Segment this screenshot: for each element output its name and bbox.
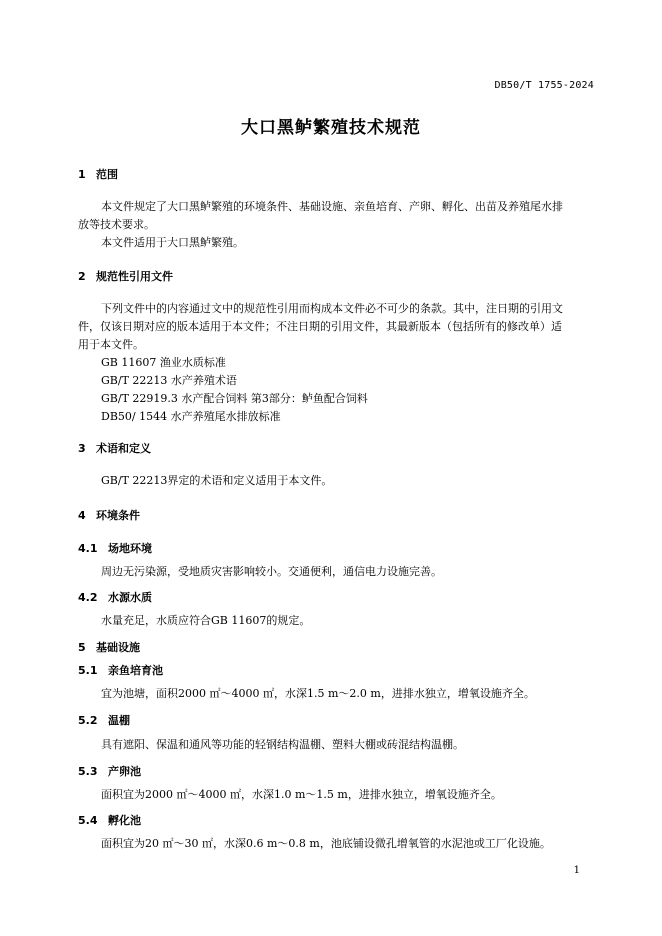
section-2-paragraph-line-3: 用于本文件。 <box>78 338 144 351</box>
section-4-heading <box>78 507 140 523</box>
section-number: 4.1 <box>78 542 98 555</box>
section-number: 5.4 <box>78 814 98 827</box>
section-1-paragraph-1-line-1: 本文件规定了大口黑鲈繁殖的环境条件、基础设施、亲鱼培育、产卵、孵化、出苗及养殖尾水排 <box>101 200 563 213</box>
document-title: 大口黑鲈繁殖技术规范 <box>241 118 421 138</box>
section-number: 5 <box>78 641 86 654</box>
section-title: 亲鱼培育池 <box>108 664 163 677</box>
section-number: 1 <box>78 168 86 181</box>
section-number: 4 <box>78 509 86 522</box>
section-5-3-paragraph: 面积宜为2000 ㎡～4000 ㎡，水深1.0 m～1.5 m，进排水独立，增氧设施齐全。 <box>101 788 502 801</box>
section-5-2-heading <box>78 712 130 728</box>
section-title: 基础设施 <box>96 641 140 654</box>
section-3-paragraph: GB/T 22213界定的术语和定义适用于本文件。 <box>101 474 333 487</box>
section-1-paragraph-2: 本文件适用于大口黑鲈繁殖。 <box>101 236 244 249</box>
section-number: 5.1 <box>78 664 98 677</box>
section-4-2-paragraph: 水量充足，水质应符合GB 11607的规定。 <box>101 614 311 627</box>
section-title: 水源水质 <box>108 591 152 604</box>
section-4-2-heading <box>78 589 152 605</box>
section-title: 环境条件 <box>96 509 140 522</box>
section-number: 5.3 <box>78 765 98 778</box>
section-4-1-heading <box>78 540 152 556</box>
section-title: 产卵池 <box>108 765 141 778</box>
reference-item: GB/T 22919.3 水产配合饲料 第3部分：鲈鱼配合饲料 <box>101 392 368 405</box>
section-5-heading <box>78 639 140 655</box>
section-title: 场地环境 <box>108 542 152 555</box>
section-5-2-paragraph: 具有遮阳、保温和通风等功能的轻钢结构温棚、塑料大棚或砖混结构温棚。 <box>101 738 464 751</box>
section-5-4-heading <box>78 812 141 828</box>
section-title: 孵化池 <box>108 814 141 827</box>
section-number: 2 <box>78 270 86 283</box>
section-2-paragraph-line-2: 件，仅该日期对应的版本适用于本文件；不注日期的引用文件，其最新版本（包括所有的修改单）适 <box>78 320 562 333</box>
page-number: 1 <box>573 865 580 876</box>
section-2-heading <box>78 268 173 284</box>
section-3-heading <box>78 440 151 456</box>
section-5-1-paragraph: 宜为池塘，面积2000 ㎡～4000 ㎡，水深1.5 m～2.0 m，进排水独立，增氧设施齐全。 <box>101 687 535 700</box>
section-title: 范围 <box>96 168 118 181</box>
section-4-1-paragraph: 周边无污染源，受地质灾害影响较小。交通便利，通信电力设施完善。 <box>101 565 442 578</box>
section-title: 术语和定义 <box>96 442 151 455</box>
section-5-4-paragraph: 面积宜为20 ㎡～30 ㎡，水深0.6 m～0.8 m，池底铺设微孔增氧管的水泥池或工厂化设施。 <box>101 837 551 850</box>
section-number: 5.2 <box>78 714 98 727</box>
section-1-heading <box>78 166 118 182</box>
reference-item: DB50/ 1544 水产养殖尾水排放标准 <box>101 410 281 423</box>
reference-item: GB/T 22213 水产养殖术语 <box>101 374 237 387</box>
document-code: DB50/T 1755-2024 <box>494 80 594 91</box>
section-5-3-heading <box>78 763 141 779</box>
reference-item: GB 11607 渔业水质标准 <box>101 356 226 369</box>
section-2-paragraph-line-1: 下列文件中的内容通过文中的规范性引用而构成本文件必不可少的条款。其中，注日期的引用文 <box>101 302 563 315</box>
section-number: 4.2 <box>78 591 98 604</box>
section-title: 规范性引用文件 <box>96 270 173 283</box>
section-number: 3 <box>78 442 86 455</box>
section-1-paragraph-1-line-2: 放等技术要求。 <box>78 218 155 231</box>
section-title: 温棚 <box>108 714 130 727</box>
section-5-1-heading <box>78 662 163 678</box>
